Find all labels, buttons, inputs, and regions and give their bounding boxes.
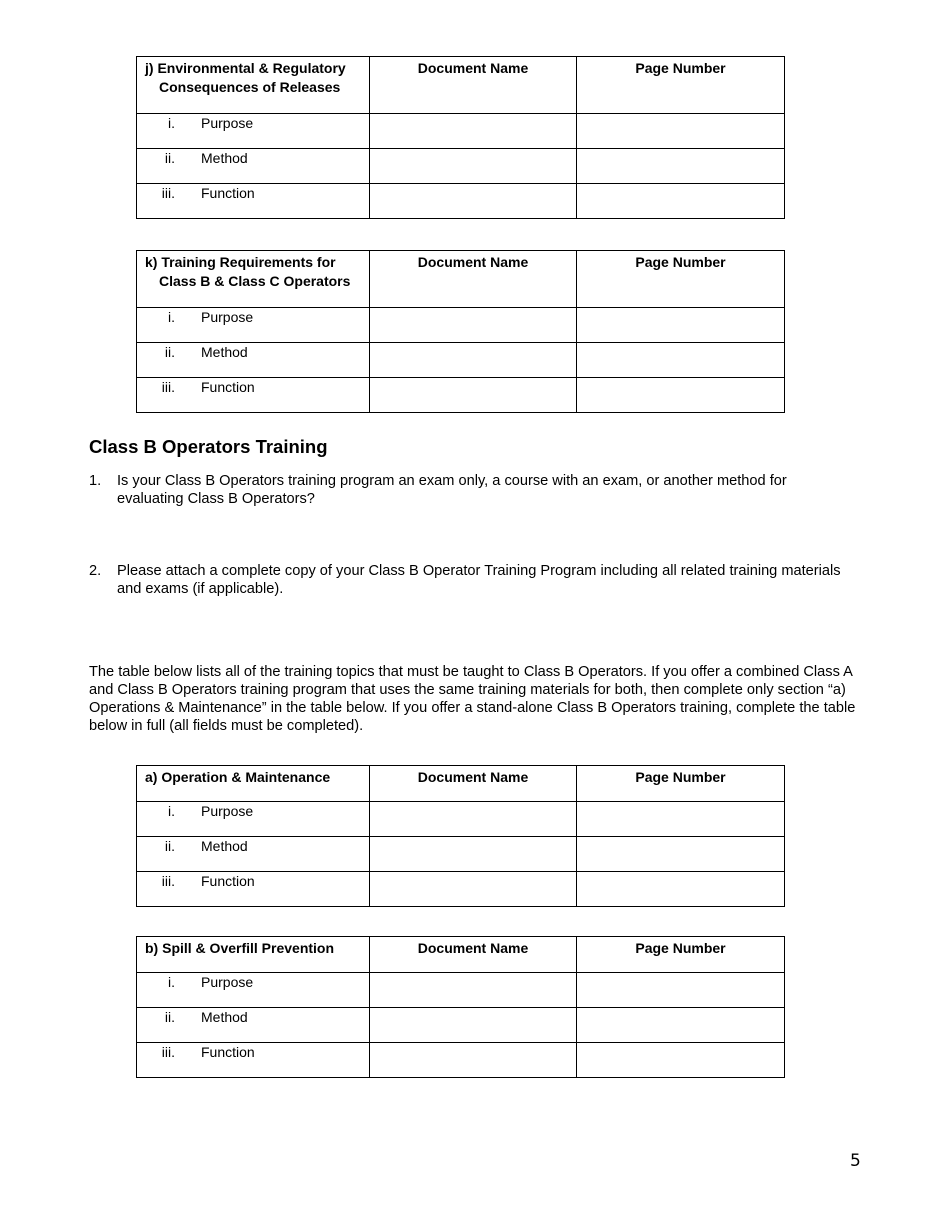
row-number: i. [168, 309, 175, 325]
document-name-field[interactable] [370, 1008, 577, 1043]
document-name-header: Document Name [370, 251, 577, 308]
topic-table-a [136, 765, 785, 907]
row-number: iii. [161, 185, 175, 201]
document-name-field[interactable] [370, 1043, 577, 1078]
row-number: ii. [164, 1009, 175, 1025]
row-label: Purpose [201, 974, 254, 990]
row-label: Function [201, 1044, 255, 1060]
row-number: ii. [164, 150, 175, 166]
topic-table-k [136, 250, 785, 413]
row-number: ii. [164, 838, 175, 854]
row-label: Purpose [201, 803, 254, 819]
document-name-header: Document Name [370, 937, 577, 973]
table-row [137, 837, 785, 872]
topic-table-j [136, 56, 785, 219]
page-number-field[interactable] [577, 1008, 785, 1043]
question-number: 1. [89, 473, 102, 489]
page-number-field[interactable] [577, 343, 785, 378]
question-number: 2. [89, 563, 102, 579]
page-number: 5 [850, 1151, 861, 1171]
document-name-field[interactable] [370, 149, 577, 184]
row-label: Purpose [201, 309, 254, 325]
question-text: Is your Class B Operators training program an exam only, a course with an exam, or another method for evaluating Class B Operators? [117, 473, 787, 507]
page-number-field[interactable] [577, 378, 785, 413]
row-number: i. [168, 803, 175, 819]
page-number-header: Page Number [577, 251, 785, 308]
page-number-header: Page Number [577, 937, 785, 973]
row-label: Method [201, 150, 248, 166]
page-number-field[interactable] [577, 149, 785, 184]
document-name-field[interactable] [370, 872, 577, 907]
table-title: b) Spill & Overfill Prevention [137, 937, 370, 973]
row-number: iii. [161, 1044, 175, 1060]
question-text: Please attach a complete copy of your Class B Operator Training Program including all related training materials and exams (if applicable). [117, 563, 841, 597]
table-row [137, 1043, 785, 1078]
row-number: ii. [164, 344, 175, 360]
table-row [137, 802, 785, 837]
page-number-field[interactable] [577, 973, 785, 1008]
table-title [137, 251, 370, 308]
row-number: i. [168, 974, 175, 990]
document-name-field[interactable] [370, 973, 577, 1008]
page-number-header: Page Number [577, 57, 785, 114]
page-number-field[interactable] [577, 837, 785, 872]
page-number-field[interactable] [577, 802, 785, 837]
row-number: iii. [161, 379, 175, 395]
topic-table-b [136, 936, 785, 1078]
table-title-line2: Consequences of Releases [159, 79, 341, 95]
document-name-header: Document Name [370, 57, 577, 114]
table-row [137, 114, 785, 149]
table-row [137, 973, 785, 1008]
row-label: Function [201, 185, 255, 201]
table-row [137, 308, 785, 343]
row-label: Method [201, 1009, 248, 1025]
instructions-paragraph: The table below lists all of the training topics that must be taught to Class B Operators. If you offer a combined Class A and Class B Operators training program that uses the same training materials for both, then complete only section “a) Operations & Maintenance” in the table below. If you offer a stand-alone Class B Operators training, complete the table below in full (all fields must be completed). [89, 664, 856, 734]
page-number-field[interactable] [577, 184, 785, 219]
row-number: iii. [161, 873, 175, 889]
page-number-header: Page Number [577, 766, 785, 802]
table-row [137, 343, 785, 378]
table-row [137, 184, 785, 219]
page-number-field[interactable] [577, 114, 785, 149]
table-row [137, 1008, 785, 1043]
page-number-field[interactable] [577, 1043, 785, 1078]
table-title-line1: j) Environmental & Regulatory [145, 60, 346, 76]
document-name-field[interactable] [370, 802, 577, 837]
page-number-field[interactable] [577, 872, 785, 907]
table-row [137, 872, 785, 907]
document-name-field[interactable] [370, 837, 577, 872]
document-name-header: Document Name [370, 766, 577, 802]
document-name-field[interactable] [370, 308, 577, 343]
table-row [137, 378, 785, 413]
document-name-field[interactable] [370, 184, 577, 219]
table-title [137, 57, 370, 114]
table-title-line1: k) Training Requirements for [145, 254, 336, 270]
section-heading: Class B Operators Training [89, 436, 328, 457]
row-label: Method [201, 838, 248, 854]
table-row [137, 149, 785, 184]
row-label: Function [201, 873, 255, 889]
document-name-field[interactable] [370, 343, 577, 378]
row-label: Purpose [201, 115, 254, 131]
table-title-line2: Class B & Class C Operators [159, 273, 351, 289]
row-label: Function [201, 379, 255, 395]
question-2 [89, 562, 849, 598]
document-name-field[interactable] [370, 114, 577, 149]
table-title: a) Operation & Maintenance [137, 766, 370, 802]
document-name-field[interactable] [370, 378, 577, 413]
page-number-field[interactable] [577, 308, 785, 343]
question-1 [89, 472, 849, 508]
row-number: i. [168, 115, 175, 131]
row-label: Method [201, 344, 248, 360]
